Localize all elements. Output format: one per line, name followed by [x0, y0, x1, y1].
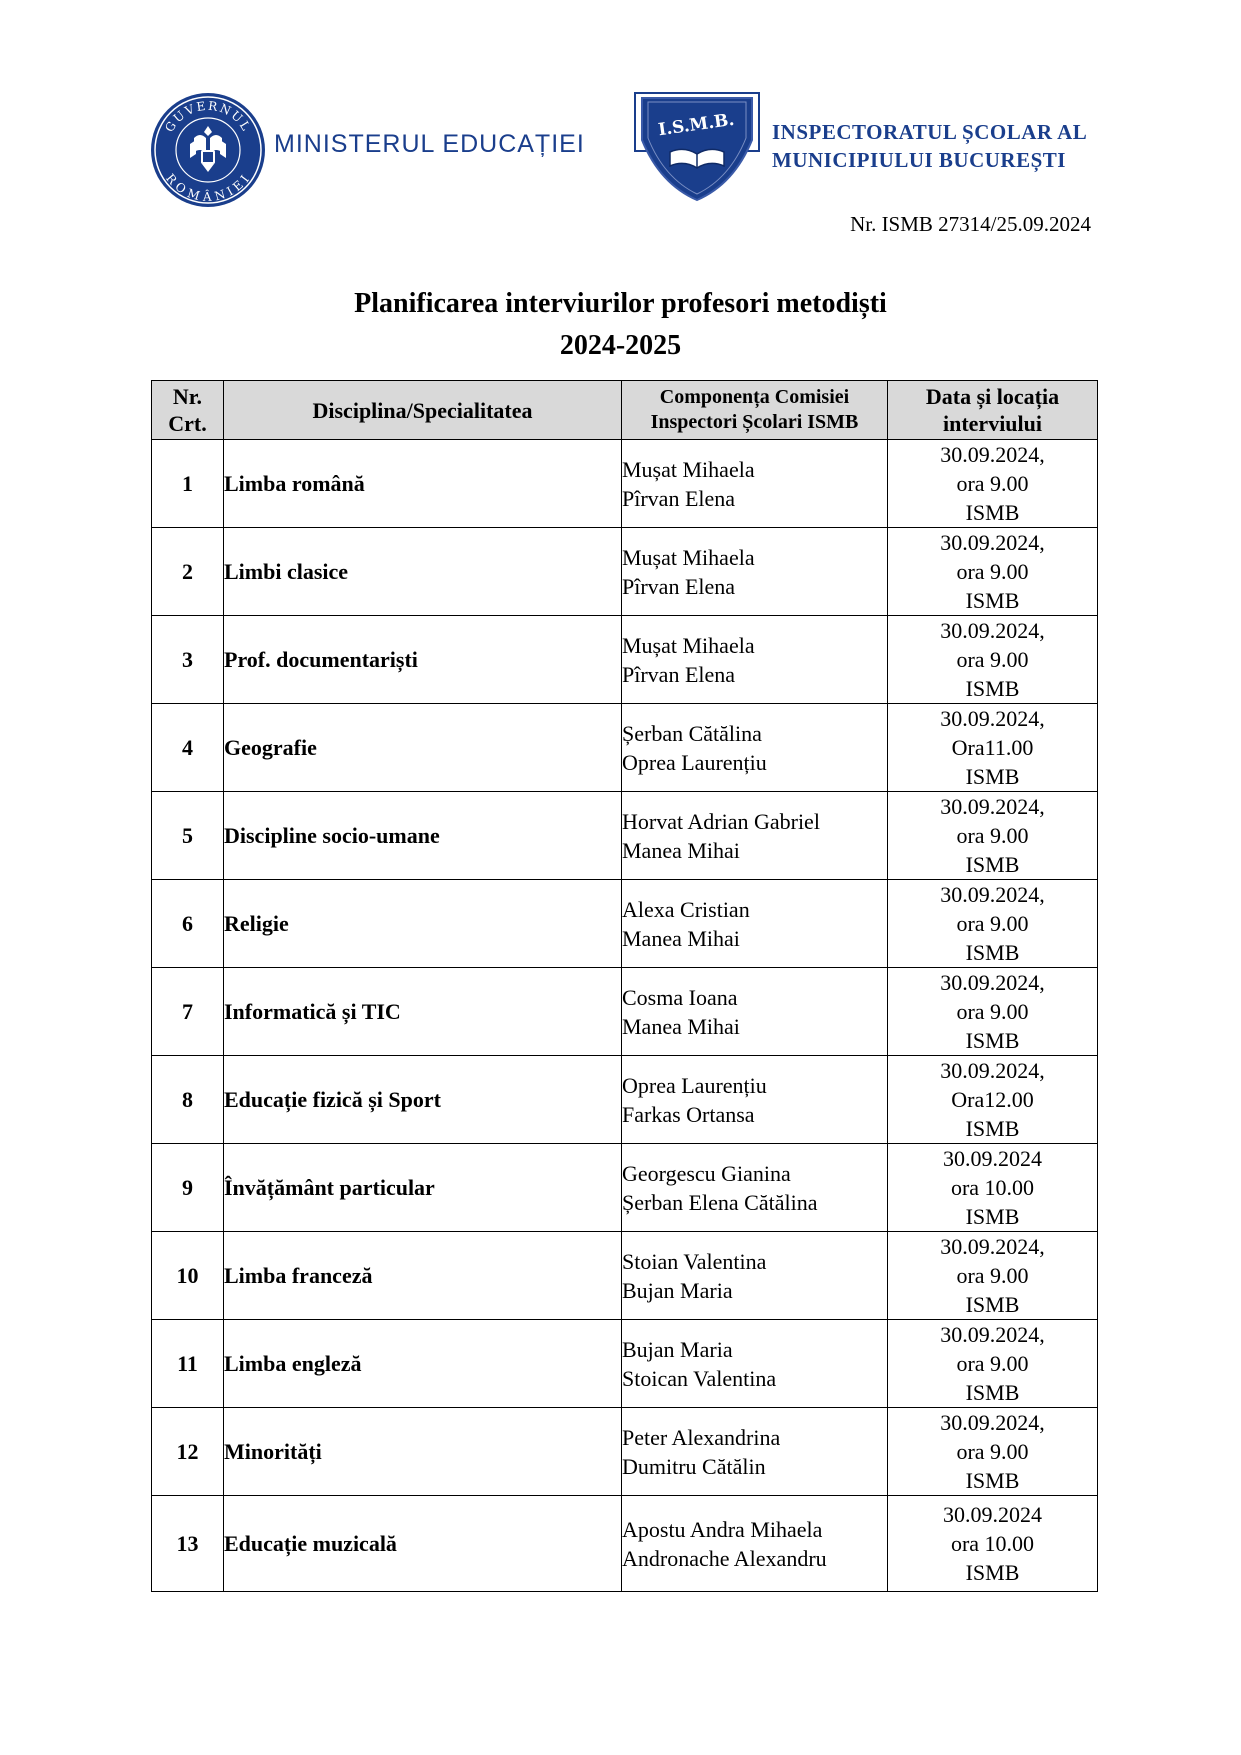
commission-member: Bujan Maria [622, 1336, 733, 1362]
interview-date: 30.09.2024 [943, 1146, 1042, 1171]
interview-date: 30.09.2024 [943, 1502, 1042, 1527]
row-discipline: Învățământ particular [224, 1144, 622, 1232]
row-number: 4 [152, 704, 224, 792]
ministry-name: MINISTERUL EDUCAȚIEI [274, 130, 585, 158]
commission-member: Cosma Ioana [622, 984, 738, 1010]
interview-date: 30.09.2024, [940, 794, 1045, 819]
commission-member: Georgescu Gianina [622, 1160, 791, 1186]
interview-schedule-table [151, 380, 1098, 1592]
interview-time: ora 9.00 [956, 823, 1029, 848]
row-commission [622, 1232, 888, 1320]
row-date-location [888, 440, 1098, 528]
row-number: 13 [152, 1496, 224, 1592]
row-commission [622, 1320, 888, 1408]
row-number: 3 [152, 616, 224, 704]
column-header-nr-line1: Nr. [172, 384, 203, 409]
row-commission [622, 616, 888, 704]
commission-member: Oprea Laurențiu [622, 749, 767, 775]
interview-date: 30.09.2024, [940, 530, 1045, 555]
commission-member: Pîrvan Elena [622, 485, 736, 511]
row-discipline: Informatică și TIC [224, 968, 622, 1056]
row-number: 12 [152, 1408, 224, 1496]
interview-date: 30.09.2024, [940, 970, 1045, 995]
interview-time: ora 9.00 [956, 999, 1029, 1024]
commission-member: Șerban Elena Cătălina [622, 1189, 818, 1215]
table-row [152, 968, 1098, 1056]
interview-location: ISMB [965, 1292, 1020, 1317]
row-commission [622, 792, 888, 880]
row-commission [622, 880, 888, 968]
row-commission [622, 968, 888, 1056]
interview-location: ISMB [965, 1204, 1020, 1229]
interview-time: ora 9.00 [956, 471, 1029, 496]
table-row [152, 1408, 1098, 1496]
row-date-location [888, 1232, 1098, 1320]
row-commission [622, 440, 888, 528]
row-number: 10 [152, 1232, 224, 1320]
column-header-commission-line2: Inspectori Școlari ISMB [650, 411, 859, 433]
table-row [152, 616, 1098, 704]
table-row [152, 704, 1098, 792]
row-discipline: Limba franceză [224, 1232, 622, 1320]
row-discipline: Limba română [224, 440, 622, 528]
column-header-discipline: Disciplina/Specialitatea [224, 381, 622, 440]
commission-member: Mușat Mihaela [622, 456, 755, 482]
commission-member: Apostu Andra Mihaela [622, 1516, 823, 1542]
interview-time: ora 9.00 [956, 1351, 1029, 1376]
row-number: 2 [152, 528, 224, 616]
interview-date: 30.09.2024, [940, 1410, 1045, 1435]
interview-date: 30.09.2024, [940, 706, 1045, 731]
row-commission [622, 1408, 888, 1496]
interview-time: ora 9.00 [956, 559, 1029, 584]
table-row [152, 1056, 1098, 1144]
row-commission [622, 1496, 888, 1592]
interview-location: ISMB [965, 588, 1020, 613]
table-row [152, 1496, 1098, 1592]
commission-member: Manea Mihai [622, 837, 740, 863]
commission-member: Manea Mihai [622, 925, 740, 951]
row-date-location [888, 1144, 1098, 1232]
interview-date: 30.09.2024, [940, 1234, 1045, 1259]
row-number: 1 [152, 440, 224, 528]
commission-member: Farkas Ortansa [622, 1101, 755, 1127]
commission-member: Mușat Mihaela [622, 544, 755, 570]
table-row [152, 1320, 1098, 1408]
commission-member: Peter Alexandrina [622, 1424, 781, 1450]
interview-location: ISMB [965, 1560, 1020, 1585]
column-header-date-line1: Data și locația [925, 384, 1060, 409]
svg-text:ROMÂNIEI: ROMÂNIEI [163, 171, 254, 204]
table-row [152, 792, 1098, 880]
interview-location: ISMB [965, 764, 1020, 789]
table-header-row [152, 381, 1098, 440]
interview-date: 30.09.2024, [940, 1322, 1045, 1347]
table-body [152, 440, 1098, 1592]
romanian-government-emblem [150, 92, 266, 208]
row-discipline: Educație fizică și Sport [224, 1056, 622, 1144]
row-date-location [888, 792, 1098, 880]
interview-date: 30.09.2024, [940, 442, 1045, 467]
row-discipline: Limba engleză [224, 1320, 622, 1408]
row-commission [622, 1056, 888, 1144]
commission-member: Manea Mihai [622, 1013, 740, 1039]
row-commission [622, 528, 888, 616]
interview-location: ISMB [965, 1380, 1020, 1405]
row-date-location [888, 616, 1098, 704]
document-year: 2024-2025 [559, 330, 682, 361]
commission-member: Mușat Mihaela [622, 632, 755, 658]
commission-member: Pîrvan Elena [622, 573, 736, 599]
row-date-location [888, 1496, 1098, 1592]
interview-time: ora 9.00 [956, 1263, 1029, 1288]
inspectorate-name-line2: MUNICIPIULUI BUCUREȘTI [772, 148, 1066, 172]
interview-location: ISMB [965, 1116, 1020, 1141]
commission-member: Bujan Maria [622, 1277, 733, 1303]
registration-number: Nr. ISMB 27314/25.09.2024 [850, 212, 1091, 236]
row-discipline: Limbi clasice [224, 528, 622, 616]
row-date-location [888, 880, 1098, 968]
row-discipline: Discipline socio-umane [224, 792, 622, 880]
commission-member: Dumitru Cătălin [622, 1453, 766, 1479]
column-header-commission-line1: Componența Comisiei [659, 386, 850, 408]
interview-date: 30.09.2024, [940, 618, 1045, 643]
commission-member: Alexa Cristian [622, 896, 750, 922]
interview-time: ora 10.00 [950, 1531, 1035, 1556]
interview-location: ISMB [965, 1028, 1020, 1053]
row-date-location [888, 968, 1098, 1056]
interview-location: ISMB [965, 940, 1020, 965]
row-number: 6 [152, 880, 224, 968]
column-header-date-location [888, 381, 1098, 440]
svg-text:I.S.M.B.: I.S.M.B. [657, 109, 736, 141]
row-discipline: Educație muzicală [224, 1496, 622, 1592]
row-discipline: Geografie [224, 704, 622, 792]
table-row [152, 880, 1098, 968]
interview-date: 30.09.2024, [940, 882, 1045, 907]
row-discipline: Prof. documentariști [224, 616, 622, 704]
row-discipline: Minorități [224, 1408, 622, 1496]
interview-location: ISMB [965, 852, 1020, 877]
inspectorate-name [772, 118, 1087, 174]
commission-member: Stoian Valentina [622, 1248, 767, 1274]
commission-member: Stoican Valentina [622, 1365, 777, 1391]
column-header-date-line2: interviului [942, 411, 1042, 436]
interview-location: ISMB [965, 500, 1020, 525]
row-number: 7 [152, 968, 224, 1056]
table-row [152, 1232, 1098, 1320]
row-date-location [888, 1408, 1098, 1496]
ismb-crest [634, 92, 760, 206]
commission-member: Horvat Adrian Gabriel [622, 808, 820, 834]
column-header-commission [622, 381, 888, 440]
interview-time: ora 9.00 [956, 1439, 1029, 1464]
column-header-nr-line2: Crt. [168, 411, 207, 436]
row-commission [622, 704, 888, 792]
row-date-location [888, 528, 1098, 616]
row-number: 11 [152, 1320, 224, 1408]
row-number: 5 [152, 792, 224, 880]
row-date-location [888, 1320, 1098, 1408]
commission-member: Pîrvan Elena [622, 661, 736, 687]
commission-member: Oprea Laurențiu [622, 1072, 767, 1098]
column-header-nr [152, 381, 224, 440]
interview-date: 30.09.2024, [940, 1058, 1045, 1083]
row-date-location [888, 704, 1098, 792]
table-row [152, 1144, 1098, 1232]
table-row [152, 528, 1098, 616]
interview-location: ISMB [965, 676, 1020, 701]
row-number: 9 [152, 1144, 224, 1232]
row-discipline: Religie [224, 880, 622, 968]
interview-time: ora 9.00 [956, 911, 1029, 936]
interview-location: ISMB [965, 1468, 1020, 1493]
inspectorate-name-line1: INSPECTORATUL ȘCOLAR AL [772, 120, 1088, 144]
commission-member: Șerban Cătălina [622, 720, 762, 746]
interview-time: Ora11.00 [951, 735, 1034, 760]
row-date-location [888, 1056, 1098, 1144]
row-commission [622, 1144, 888, 1232]
svg-text:GUVERNUL: GUVERNUL [162, 98, 254, 135]
row-number: 8 [152, 1056, 224, 1144]
commission-member: Andronache Alexandru [622, 1545, 827, 1571]
table-row [152, 440, 1098, 528]
interview-time: ora 9.00 [956, 647, 1029, 672]
interview-time: ora 10.00 [950, 1175, 1035, 1200]
interview-time: Ora12.00 [951, 1087, 1034, 1112]
document-title: Planificarea interviurilor profesori metodiști [354, 288, 887, 319]
